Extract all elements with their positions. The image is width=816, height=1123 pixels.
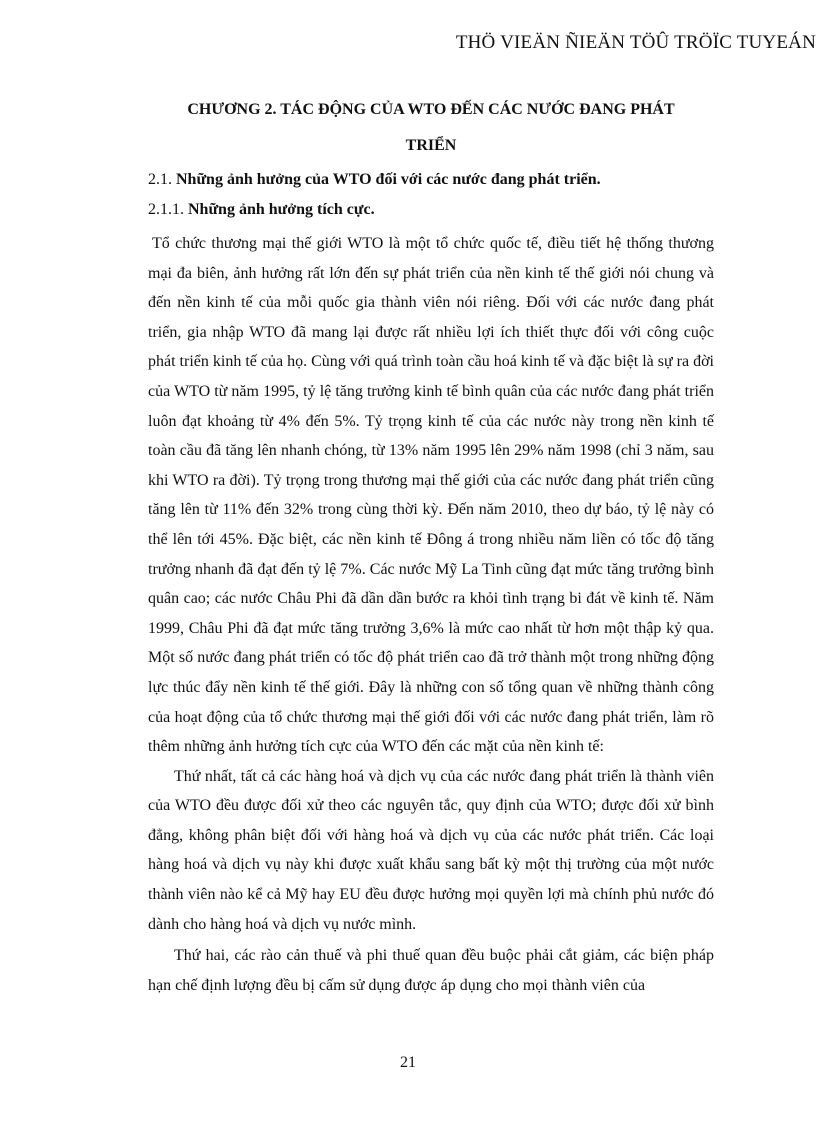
section-number: 2.1. xyxy=(148,171,172,188)
subsection-title: Những ảnh hưởng tích cực. xyxy=(188,201,375,218)
section-heading-2-1 xyxy=(148,166,714,194)
paragraph-second-point: Thứ hai, các rào cản thuế và phi thuế quan đều buộc phải cắt giảm, các biện pháp hạn chế định lượng đều bị cấm sử dụng được áp dụng cho mọi thành viên của xyxy=(148,947,714,994)
subsection-number: 2.1.1. xyxy=(148,201,184,218)
paragraph-intro: Tổ chức thương mại thế giới WTO là một tổ chức quốc tế, điều tiết hệ thống thương mại đa biên, ảnh hưởng rất lớn đến sự phát triển của nền kinh tế thế giới nói chung và đến nền kinh tế của mỗi quốc gia thành viên nói riêng. Đối với các nước đang phát triển, gia nhập WTO đã mang lại được rất nhiều lợi ích thiết thực đối với công cuộc phát triển kinh tế của họ. Cùng với quá trình toàn cầu hoá kinh tế và đặc biệt là sự ra đời của WTO từ năm 1995, tỷ lệ tăng trưởng kinh tế bình quân của các nước đang phát triển luôn đạt khoảng từ 4% đến 5%. Tỷ trọng kinh tế của các nước này trong nền kinh tế toàn cầu đã tăng lên nhanh chóng, từ 13% năm 1995 lên 29% năm 1998 (chỉ 3 năm, sau khi WTO ra đời). Tỷ trọng trong thương mại thế giới của các nước đang phát triển cũng tăng lên từ 11% đến 32% trong cùng thời kỳ. Đến năm 2010, theo dự báo, tỷ lệ này có thể lên tới 45%. Đặc biệt, các nền kinh tế Đông á trong nhiều năm liền có tốc độ tăng trưởng nhanh đã đạt đến tỷ lệ 7%. Các nước Mỹ La Tinh cũng đạt mức tăng trưởng bình quân cao; các nước Châu Phi đã dần dần bước ra khỏi tình trạng bi đát về kinh tế. Năm 1999, Châu Phi đã đạt mức tăng trưởng 3,6% là mức cao nhất từ hơn một thập kỷ qua. Một số nước đang phát triển có tốc độ phát triển cao đã trở thành một trong những động lực thúc đẩy nền kinh tế thế giới. Đây là những con số tổng quan về những thành công của hoạt động của tổ chức thương mại thế giới đối với các nước đang phát triển, làm rõ thêm những ảnh hưởng tích cực của WTO đến các mặt của nền kinh tế: xyxy=(148,235,714,756)
paragraph-first-point: Thứ nhất, tất cả các hàng hoá và dịch vụ của các nước đang phát triển là thành viên của WTO đều được đối xử theo các nguyên tắc, quy định của WTO; được đối xử bình đẳng, không phân biệt đối với hàng hoá và dịch vụ của các nước phát triển. Các loại hàng hoá và dịch vụ này khi được xuất khẩu sang bất kỳ một thị trường của một nước thành viên nào kể cả Mỹ hay EU đều được hưởng mọi quyền lợi mà chính phủ nước đó dành cho hàng hoá và dịch vụ nước mình. xyxy=(148,767,714,933)
chapter-title-line-2: TRIỂN xyxy=(405,137,457,154)
section-heading-2-1-1 xyxy=(148,196,714,224)
page-number: 21 xyxy=(400,1054,416,1071)
page-content xyxy=(148,92,714,1000)
header-watermark: THÖ VIEÄN ÑIEÄN TÖÛ TRÖÏC TUYEÁN xyxy=(455,32,816,53)
chapter-title xyxy=(148,92,714,164)
section-title: Những ảnh hưởng của WTO đối với các nước đang phát triển. xyxy=(176,171,601,188)
chapter-title-line-1: CHƯƠNG 2. TÁC ĐỘNG CỦA WTO ĐẾN CÁC NƯỚC ĐANG PHÁT xyxy=(187,101,675,118)
